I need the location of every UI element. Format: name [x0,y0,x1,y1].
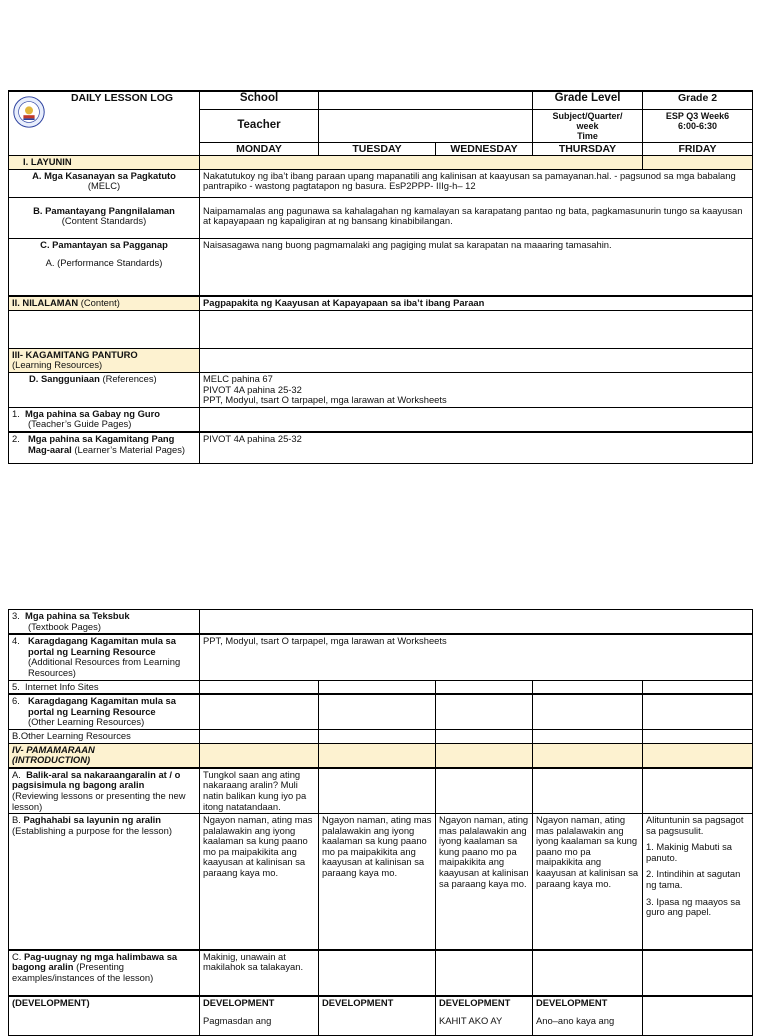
karagdagang-label-cell [9,634,200,680]
kagamitan-heading-cell [9,348,200,372]
layunin-heading-spacer [200,156,643,170]
doc-title: DAILY LESSON LOG [70,92,174,104]
internet-fri [643,680,753,694]
nilalaman-label-rest: (Content) [78,297,120,309]
pag-uugnay-mon: Makinig, unawain at makilahok sa talakayan. [200,950,319,996]
sangguniaan-label-cell [9,372,200,407]
nilalaman-empty-value [200,310,753,348]
pag-uugnay-label-cell [9,950,200,996]
paghahabi-label: Paghahabi sa layunin ng aralin [23,814,162,826]
balik-aral-fri [643,768,753,814]
b-other-tue [319,729,436,743]
paghahabi-fri-4: 3. Ipasa ng maayos sa guro ang papel. [646,895,741,918]
pag-uugnay-fri [643,950,753,996]
development-thu-text: Ano–ano kaya ang [536,1015,615,1027]
sangguniaan-sub: (References) [99,372,157,384]
deped-seal-icon [13,96,45,128]
kagamitang-mag-aaral-value: PIVOT 4A pahina 25-32 [200,432,753,464]
paghahabi-wed: Ngayon naman, ating mas palalawakin ang iyong kaalaman sa kung paano mo pa maipakikita ang kaayusan at kalinisan sa paraang kaya mo. [436,814,533,950]
lesson-log-table-top [8,90,753,464]
internet-tue [319,680,436,694]
kasanayan-sub: (MELC) [87,180,121,192]
internet-label: Internet Info Sites [25,680,99,692]
b-other-fri [643,729,753,743]
layunin-heading-friday [643,156,753,170]
subject-label-line1: Subject/Quarter/ [552,110,623,121]
sangguniaan-label: D. Sangguniaan [29,372,100,384]
karagdagang-label: Karagdagang Kagamitan mula sa portal ng Learning Resource [28,635,176,657]
other-resources-wed [436,694,533,729]
kagamitang-mag-aaral-label: Mga pahina sa Kagamitang Pang Mag-aaral [28,432,175,455]
balik-aral-mon: Tungkol saan ang ating nakaraang aralin? Muli natin balikan kung iyo pa itong natatandaan. [200,768,319,814]
development-tue [319,996,436,1036]
pamamaraan-heading: IV- PAMAMARAAN [12,743,95,755]
other-resources-fri [643,694,753,729]
balik-aral-sub: (Reviewing lessons or presenting the new lesson) [12,789,186,812]
b-other-mon [200,729,319,743]
development-mon-heading: DEVELOPMENT [203,996,275,1008]
pamamaraan-thu [533,743,643,768]
subject-value [643,109,753,142]
pag-uugnay-thu [533,950,643,996]
teacher-value [319,109,533,142]
nilalaman-label-cell [9,296,200,310]
grade-level-value: Grade 2 [643,91,753,109]
paghahabi-label-cell [9,814,200,950]
teksbuk-num: 3. [12,610,20,621]
b-other-thu [533,729,643,743]
development-thu-heading: DEVELOPMENT [536,996,608,1008]
pag-uugnay-wed [436,950,533,996]
internet-label-cell [9,680,200,694]
day-friday: FRIDAY [643,142,753,156]
balik-aral-letter: A. [12,768,21,780]
gabay-guro-value [200,407,753,432]
kagamitang-mag-aaral-label-cell [9,432,200,464]
development-wed [436,996,533,1036]
grade-level-label: Grade Level [533,91,643,109]
b-other-wed [436,729,533,743]
balik-aral-thu [533,768,643,814]
internet-thu [533,680,643,694]
kagamitan-heading-sub: (Learning Resources) [12,359,103,371]
layunin-heading: I. LAYUNIN [9,156,200,170]
karagdagang-value: PPT, Modyul, tsart O tarpapel, mga larawan at Worksheets [200,634,753,680]
teksbuk-label-cell [9,610,200,635]
other-resources-thu [533,694,643,729]
gabay-guro-num: 1. [12,407,20,419]
kagamitang-mag-aaral-num: 2. [12,432,20,444]
school-label: School [200,91,319,109]
other-resources-label: Karagdagang Kagamitan mula sa portal ng Learning Resource [28,695,176,717]
lesson-log-page-1 [8,90,752,464]
paghahabi-mon: Ngayon naman, ating mas palalawakin ang iyong kaalaman sa kung paano mo pa maipakikita ang kaayusan at kalinisan sa paraang kaya mo. [200,814,319,950]
development-label: (DEVELOPMENT) [9,996,200,1036]
pag-uugnay-sub: (Presenting examples/instances of the lesson) [12,961,154,983]
development-wed-heading: DEVELOPMENT [439,996,511,1008]
lesson-log-page-2 [8,609,752,1036]
teksbuk-label: Mga pahina sa Teksbuk [25,610,130,621]
kagamitang-mag-aaral-sub: (Learner’s Material Pages) [71,443,186,455]
pagganap-sub: A. (Performance Standards) [45,257,163,269]
internet-num: 5. [12,680,20,692]
day-wednesday: WEDNESDAY [436,142,533,156]
internet-mon [200,680,319,694]
development-fri [643,996,753,1036]
development-wed-text: KAHIT AKO AY [439,1015,503,1027]
pag-uugnay-label: Pag-uugnay ng mga halimbawa sa bagong aralin [12,950,178,973]
subject-label-line3: Time [577,130,598,141]
subject-label-line2: week [576,120,599,131]
teacher-label: Teacher [200,109,319,142]
other-resources-num: 6. [12,695,20,707]
nilalaman-std-label-cell [9,197,200,238]
kasanayan-label: A. Mga Kasanayan sa Pagkatuto [32,169,176,181]
gabay-guro-label: Mga pahina sa Gabay ng Guro [25,407,160,419]
karagdagang-num: 4. [12,635,20,647]
nilalaman-value: Pagpapakita ng Kaayusan at Kapayapaan sa iba’t ibang Paraan [200,296,753,310]
b-other-label: B.Other Learning Resources [9,729,200,743]
development-mon-text: Pagmasdan ang [203,1015,272,1027]
pamamaraan-fri [643,743,753,768]
nilalaman-label: II. NILALAMAN [12,297,79,309]
sangguniaan-value-2: PIVOT 4A pahina 25-32 [203,383,302,395]
paghahabi-fri-1: Alituntunin sa pagsagot sa pagsusulit. [646,814,744,836]
kagamitan-heading: III- KAGAMITANG PANTURO [12,348,138,360]
kagamitan-heading-value [200,348,753,372]
kasanayan-value: Nakatutukoy ng iba’t ibang paraan upang mapanatili ang kalinisan at kaayusan sa pamayanan.hal. - pagsunod sa mga babalang pantrapiko - wastong pagtatapon ng basura. EsP2PPP- IIIg-h– 12 [200,169,753,197]
nilalaman-std-label: B. Pamantayang Pangnilalaman [33,204,175,216]
paghahabi-fri-3: 2. Intindihin at sagutan ng tama. [646,868,741,891]
balik-aral-tue [319,768,436,814]
paghahabi-fri-2: 1. Makinig Mabuti sa panuto. [646,841,732,863]
teksbuk-sub: (Textbook Pages) [28,620,101,632]
pamamaraan-heading-cell [9,743,200,768]
balik-aral-label: Balik-aral sa nakaraangaralin at / o pagsisimula ng bagong aralin [12,768,181,791]
pagganap-label: C. Pamantayan sa Pagganap [40,238,168,250]
internet-wed [436,680,533,694]
pagganap-value: Naisasagawa nang buong pagmamalaki ang pagiging mulat sa karapatan na maaaring tamasahin. [200,238,753,296]
paghahabi-sub: (Establishing a purpose for the lesson) [12,824,172,836]
pamamaraan-wed [436,743,533,768]
development-tue-heading: DEVELOPMENT [322,996,394,1008]
day-thursday: THURSDAY [533,142,643,156]
nilalaman-empty-label [9,310,200,348]
development-thu [533,996,643,1036]
other-resources-tue [319,694,436,729]
paghahabi-tue: Ngayon naman, ating mas palalawakin ang iyong kaalaman sa kung paano mo pa maipakikita ang kaayusan at kalinisan sa paraang kaya mo. [319,814,436,950]
balik-aral-label-cell [9,768,200,814]
sangguniaan-value-3: PPT, Modyul, tsart O tarpapel, mga larawan at Worksheets [203,394,447,406]
header-logo-cell [9,91,200,156]
lesson-log-table-bottom [8,609,753,1036]
subject-value-line2: 6:00-6:30 [677,120,718,131]
day-tuesday: TUESDAY [319,142,436,156]
subject-value-line1: ESP Q3 Week6 [665,110,730,121]
balik-aral-wed [436,768,533,814]
development-mon [200,996,319,1036]
day-monday: MONDAY [200,142,319,156]
karagdagang-sub: (Additional Resources from Learning Resources) [28,656,181,678]
other-resources-sub: (Other Learning Resources) [28,716,145,728]
paghahabi-letter: B. [12,814,21,826]
pamamaraan-tue [319,743,436,768]
pag-uugnay-letter: C. [12,950,22,962]
pamamaraan-mon [200,743,319,768]
teksbuk-value [200,610,753,635]
pamamaraan-sub: (INTRODUCTION) [12,754,91,766]
pag-uugnay-tue [319,950,436,996]
nilalaman-std-value: Naipamamalas ang pagunawa sa kahalagahan ng kamalayan sa karapatang pantao ng bata, pagkamasunurin tungo sa kaayusan at kapayapaan ng kapaligiran at ng bansang kinabibilangan. [200,197,753,238]
sangguniaan-value-1: MELC pahina 67 [203,372,273,384]
sangguniaan-value [200,372,753,407]
pagganap-label-cell [9,238,200,296]
paghahabi-fri [643,814,753,950]
subject-label [533,109,643,142]
other-resources-mon [200,694,319,729]
other-resources-label-cell [9,694,200,729]
gabay-guro-label-cell [9,407,200,432]
gabay-guro-sub: (Teacher’s Guide Pages) [28,418,132,430]
kasanayan-label-cell [9,169,200,197]
school-value [319,91,533,109]
nilalaman-std-sub: (Content Standards) [61,215,147,227]
paghahabi-thu: Ngayon naman, ating mas palalawakin ang iyong kaalaman sa kung paano mo pa maipakikita ang kaayusan at kalinisan sa paraang kaya mo. [533,814,643,950]
